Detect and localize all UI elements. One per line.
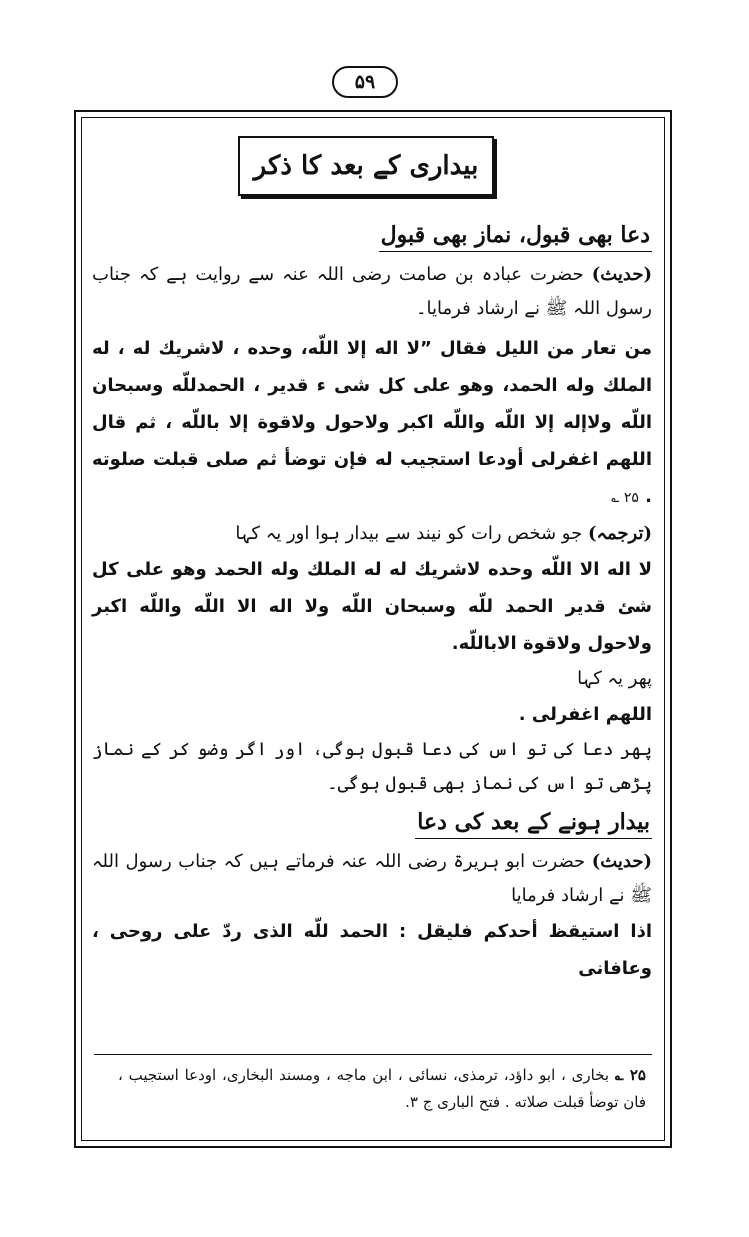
arabic-dhikr-2: لا اله الا اللّه وحده لاشريك له له الملك وله الحمد وهو على كل شئ قدير الحمد للّه وسبحان اللّه ولا اله الا اللّه واللّه اكبر ولاحول ولاقوة الاباللّه. [92, 559, 652, 654]
translation-label: (ترجمہ) [587, 523, 652, 544]
arabic-dhikr-1: من تعار من الليل فقال ”لا اله إلا اللّه، وحده ، لاشريك له ، له الملك وله الحمد، وهو على كل شى ء قدير ، الحمدللّه وسبحان اللّه ولاإله إلا اللّه واللّه اكبر ولاحول ولاقوة إلا باللّه ، ثم قال اللهم اغفرلى أودعا استجيب له فإن توضأ ثم صلى قبلت صلوته . ۲۵ ؎ [92, 338, 652, 507]
translation-paragraph [92, 517, 652, 551]
then-said-line: پھر یہ کہا [577, 668, 652, 689]
hadith-label-2: (حدیث) [591, 851, 652, 872]
section-heading-dua-namaz: دعا بھی قبول، نماز بھی قبول [92, 222, 652, 252]
hadith-text: حضرت عبادہ بن صامت رضی اللہ عنہ سے روایت ہے کہ جناب رسول اللہ ﷺ نے ارشاد فرمایا۔ [92, 264, 652, 319]
hadith-paragraph-1 [92, 258, 652, 326]
hadith-text-2: حضرت ابو ہریرۃ رضی اللہ عنہ فرماتے ہیں کہ جناب رسول اللہ ﷺ نے ارشاد فرمایا [92, 851, 652, 906]
result-paragraph: پھر دعا کی تو اس کی دعا قبول ہوگی، اور اگر وضو کر کے نماز پڑھی تو اس کی نماز بھی قبول ہوگی۔ [92, 739, 652, 794]
arabic-dhikr-3: اللهم اغفرلى . [518, 704, 652, 725]
page-number: ۵۹ [332, 66, 398, 98]
arabic-dua-waking: اذا استيقظ أحدكم فليقل : الحمد للّه الذى ردّ على روحى ، وعافانى [92, 921, 652, 979]
section-heading-dua-after-waking: بیدار ہونے کے بعد کی دعا [92, 809, 652, 839]
footnote-item [118, 1062, 646, 1116]
main-content [92, 222, 652, 987]
chapter-title: بیداری کے بعد کا ذکر [238, 136, 494, 196]
footnote-number: ۲۵ ؎ [614, 1066, 646, 1084]
footnote-divider [94, 1054, 652, 1055]
footnotes [118, 1062, 646, 1116]
footnote-text: بخاری ، ابو داؤد، ترمذی، نسائی ، ابن ماجه ، ومسند البخاری، اودعا استجيب ، فان توضأ قبلت صلاته . فتح البارى ج ۳. [118, 1066, 646, 1111]
footnote-ref-25: ۲۵ ؎ [611, 490, 639, 506]
hadith-label: (حدیث) [591, 264, 652, 285]
hadith-paragraph-2 [92, 845, 652, 913]
translation-text: جو شخص رات کو نیند سے بیدار ہوا اور یہ کہا [235, 523, 583, 544]
